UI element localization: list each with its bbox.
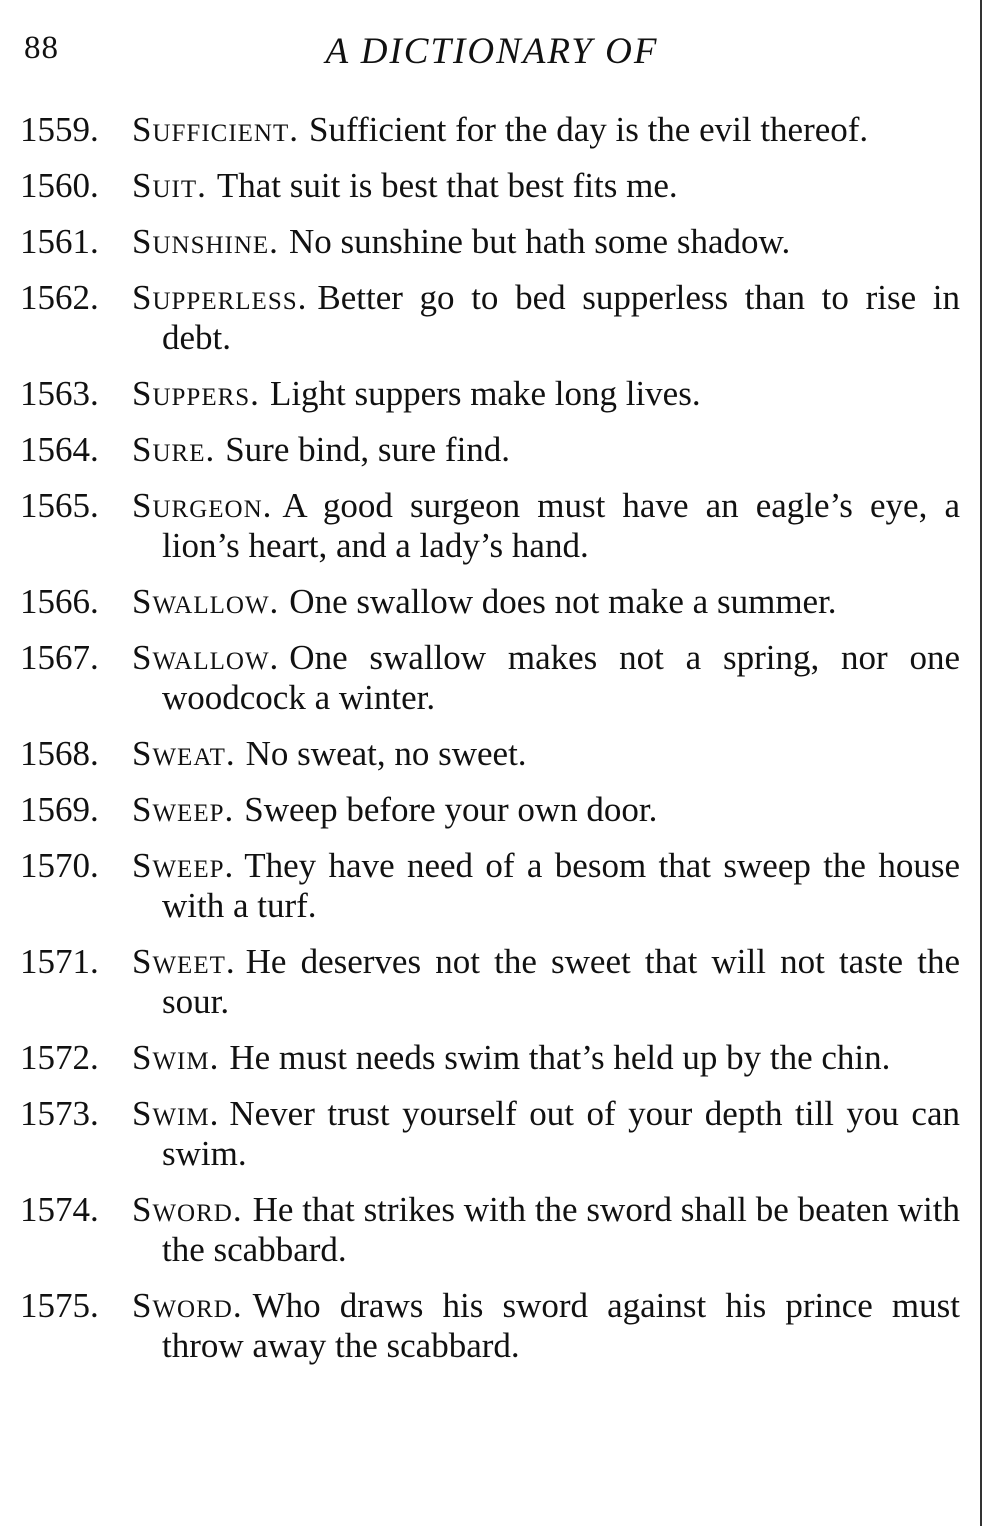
proverb-entry [20, 278, 960, 358]
entry-body [132, 110, 960, 150]
entry-number: 1574. [20, 1190, 99, 1229]
entry-body [132, 278, 960, 358]
entry-text: Light suppers make long lives. [269, 374, 701, 413]
proverb-entry [20, 374, 960, 414]
entry-number: 1567. [20, 638, 99, 677]
entry-number: 1572. [20, 1038, 99, 1077]
entry-keyword: Sweet. [132, 942, 236, 981]
entry-body [132, 638, 960, 718]
entry-number: 1562. [20, 278, 99, 317]
proverb-entry [20, 734, 960, 774]
entry-number: 1560. [20, 166, 99, 205]
proverb-entry [20, 430, 960, 470]
entry-text: Better go to bed supperless than to rise in debt. [162, 278, 960, 357]
entry-number: 1568. [20, 734, 99, 773]
entry-body [132, 846, 960, 926]
page-header [24, 30, 960, 80]
entry-keyword: Supperless. [132, 278, 308, 317]
entry-body [132, 1038, 960, 1078]
entry-body [132, 1094, 960, 1174]
entry-number: 1564. [20, 430, 99, 469]
entry-keyword: Swallow. [132, 582, 280, 621]
entry-body [132, 166, 960, 206]
entry-number: 1575. [20, 1286, 99, 1325]
entry-text: A good surgeon must have an eagle’s eye, a lion’s heart, and a lady’s hand. [162, 486, 960, 565]
entry-text: They have need of a besom that sweep the house with a turf. [162, 846, 960, 925]
entry-text: He deserves not the sweet that will not taste the sour. [162, 942, 960, 1021]
entry-keyword: Sword. [132, 1190, 243, 1229]
proverb-entry [20, 222, 960, 262]
entry-keyword: Suppers. [132, 374, 260, 413]
entry-body [132, 734, 960, 774]
entry-number: 1571. [20, 942, 99, 981]
entry-number: 1559. [20, 110, 99, 149]
proverb-entry [20, 1094, 960, 1174]
entry-number: 1563. [20, 374, 99, 413]
entry-keyword: Sweep. [132, 790, 235, 829]
page-number: 88 [24, 30, 59, 66]
entry-text: Sufficient for the day is the evil thereof. [309, 110, 869, 149]
entry-keyword: Swim. [132, 1038, 220, 1077]
entry-number: 1573. [20, 1094, 99, 1133]
proverb-entry [20, 486, 960, 566]
proverb-entry [20, 1038, 960, 1078]
entry-number: 1566. [20, 582, 99, 621]
entry-keyword: Sufficient. [132, 110, 299, 149]
entry-keyword: Swim. [132, 1094, 220, 1133]
entry-body [132, 486, 960, 566]
entry-keyword: Sweat. [132, 734, 236, 773]
entry-number: 1570. [20, 846, 99, 885]
proverb-entry [20, 1190, 960, 1270]
proverb-entry [20, 790, 960, 830]
entry-text: One swallow makes not a spring, nor one woodcock a winter. [162, 638, 960, 717]
proverb-entry [20, 582, 960, 622]
entry-keyword: Sword. [132, 1286, 243, 1325]
entry-text: Who draws his sword against his prince must throw away the scabbard. [162, 1286, 960, 1365]
entry-keyword: Sunshine. [132, 222, 279, 261]
proverb-entry [20, 638, 960, 718]
proverb-entry [20, 166, 960, 206]
entry-keyword: Suit. [132, 166, 207, 205]
entry-body [132, 1190, 960, 1270]
entry-keyword: Swallow. [132, 638, 280, 677]
entry-keyword: Surgeon. [132, 486, 273, 525]
entry-body [132, 374, 960, 414]
entry-text: He that strikes with the sword shall be beaten with the scabbard. [162, 1190, 960, 1269]
entry-keyword: Sweep. [132, 846, 235, 885]
proverb-list [20, 110, 960, 1382]
entry-text: No sunshine but hath some shadow. [288, 222, 791, 261]
entry-number: 1561. [20, 222, 99, 261]
proverb-entry [20, 942, 960, 1022]
entry-text: He must needs swim that’s held up by the chin. [229, 1038, 891, 1077]
entry-body [132, 430, 960, 470]
entry-text: One swallow does not make a summer. [289, 582, 837, 621]
entry-number: 1565. [20, 486, 99, 525]
entry-body [132, 222, 960, 262]
entry-text: Never trust yourself out of your depth till you can swim. [162, 1094, 960, 1173]
entry-number: 1569. [20, 790, 99, 829]
entry-body [132, 1286, 960, 1366]
proverb-entry [20, 846, 960, 926]
entry-body [132, 790, 960, 830]
entry-text: No sweat, no sweet. [245, 734, 527, 773]
entry-text: Sweep before your own door. [244, 790, 658, 829]
running-head: A DICTIONARY OF [325, 31, 659, 72]
entry-text: Sure bind, sure find. [225, 430, 511, 469]
entry-body [132, 582, 960, 622]
entry-text: That suit is best that best fits me. [216, 166, 678, 205]
page-edge-line [980, 0, 982, 1526]
proverb-entry [20, 1286, 960, 1366]
entry-keyword: Sure. [132, 430, 216, 469]
entry-body [132, 942, 960, 1022]
proverb-entry [20, 110, 960, 150]
